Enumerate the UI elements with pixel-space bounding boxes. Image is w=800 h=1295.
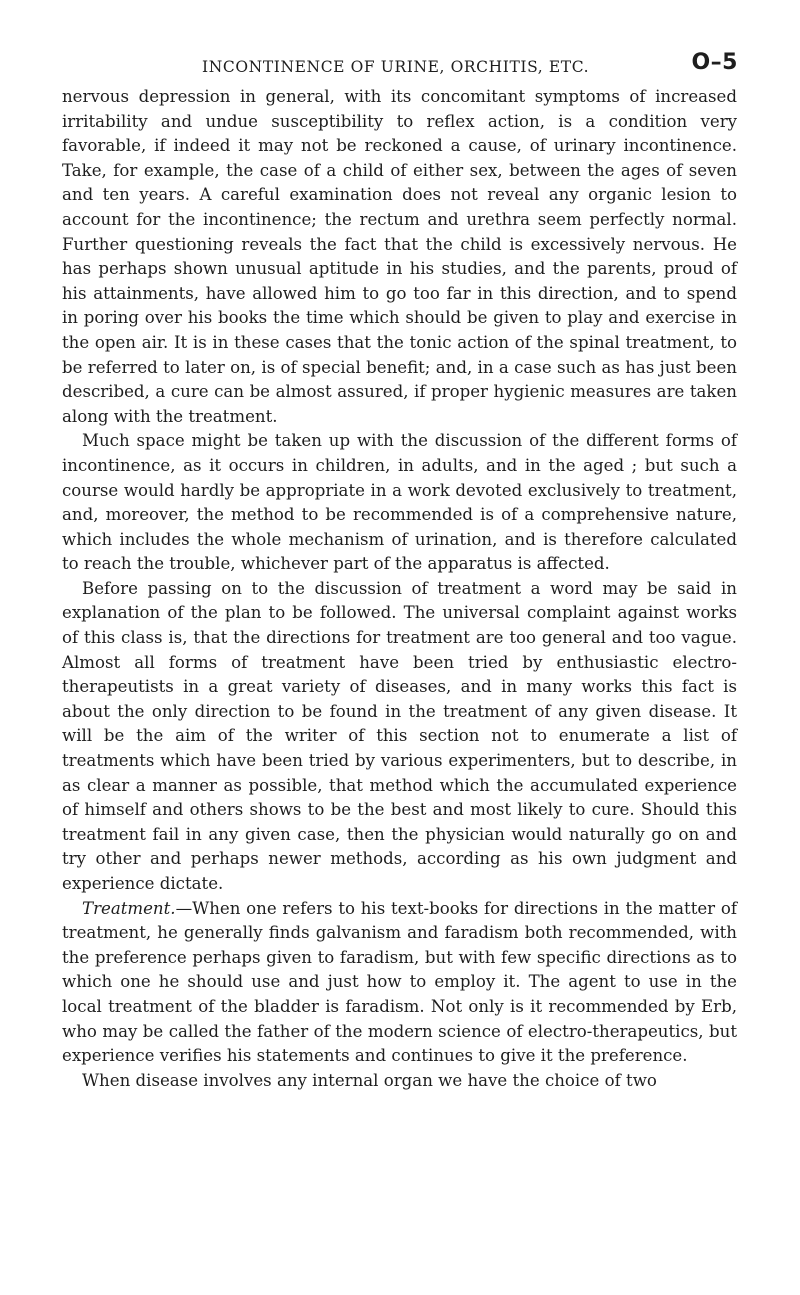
- text-body: [62, 85, 737, 1093]
- treatment-text: —When one refers to his text-books for directions in the matter of treatment, he generally finds galvanism and faradism both recommended, with the preference perhaps given to faradism, but with few specific directions as to which one he should use and just how to employ it. The agent to use in the local treatment of the bladder is faradism. Not only is it recommended by Erb, who may be called the father of the modern science of electro-therapeutics, but experience verifies his statements and continues to give it the preference.: [62, 898, 737, 1066]
- treatment-heading: Treatment.: [82, 898, 176, 918]
- paragraph-forms-of-incontinence: Much space might be taken up with the discussion of the different forms of incontinence, as it occurs in children, in adults, and in the aged ; but such a course would hardly be appropriate in a work devoted exclusively to treatment, and, moreover, the method to be recommended is of a comprehensive nature, which includes the whole mechanism of urination, and is therefore calculated to reach the trouble, whichever part of the apparatus is affected.: [62, 431, 737, 574]
- page-number: O–5: [691, 50, 738, 75]
- running-head: INCONTINENCE OF URINE, ORCHITIS, ETC.: [202, 58, 590, 76]
- page-header: [60, 50, 740, 82]
- paragraph-continued: nervous depression in general, with its concomitant symptoms of increased irritability and undue susceptibility to reflex action, is a condition very favorable, if indeed it may not be reckoned a cause, of urinary incontinence. Take, for example, the case of a child of either sex, between the ages of seven and ten years. A careful examination does not reveal any organic lesion to account for the incontinence; the rectum and urethra seem perfectly normal. Further questioning reveals the fact that the child is excessively nervous. He has perhaps shown unusual aptitude in his studies, and the parents, proud of his attainments, have allowed him to go too far in this direction, and to spend in poring over his books the time which should be given to play and exercise in the open air. It is in these cases that the tonic action of the spinal treatment, to be referred to later on, is of special benefit; and, in a case such as has just been described, a cure can be almost assured, if proper hygienic measures are taken along with the treatment.: [62, 87, 737, 426]
- paragraph-internal-organ: When disease involves any internal organ we have the choice of two: [82, 1070, 657, 1090]
- paragraph-treatment: [62, 897, 737, 1069]
- paragraph-plan-of-treatment: Before passing on to the discussion of treatment a word may be said in explanation of the plan to be followed. The universal complaint against works of this class is, that the directions for treatment are too general and too vague. Almost all forms of treatment have been tried by enthusiastic electro-therapeutists in a great variety of diseases, and in many works this fact is about the only direction to be found in the treatment of any given disease. It will be the aim of the writer of this section not to enumerate a list of treatments which have been tried by various experimenters, but to describe, in as clear a manner as possible, that method which the accumulated experience of himself and others shows to be the best and most likely to cure. Should this treatment fail in any given case, then the physician would naturally go on and try other and perhaps newer methods, according as his own judgment and experience dictate.: [62, 578, 737, 893]
